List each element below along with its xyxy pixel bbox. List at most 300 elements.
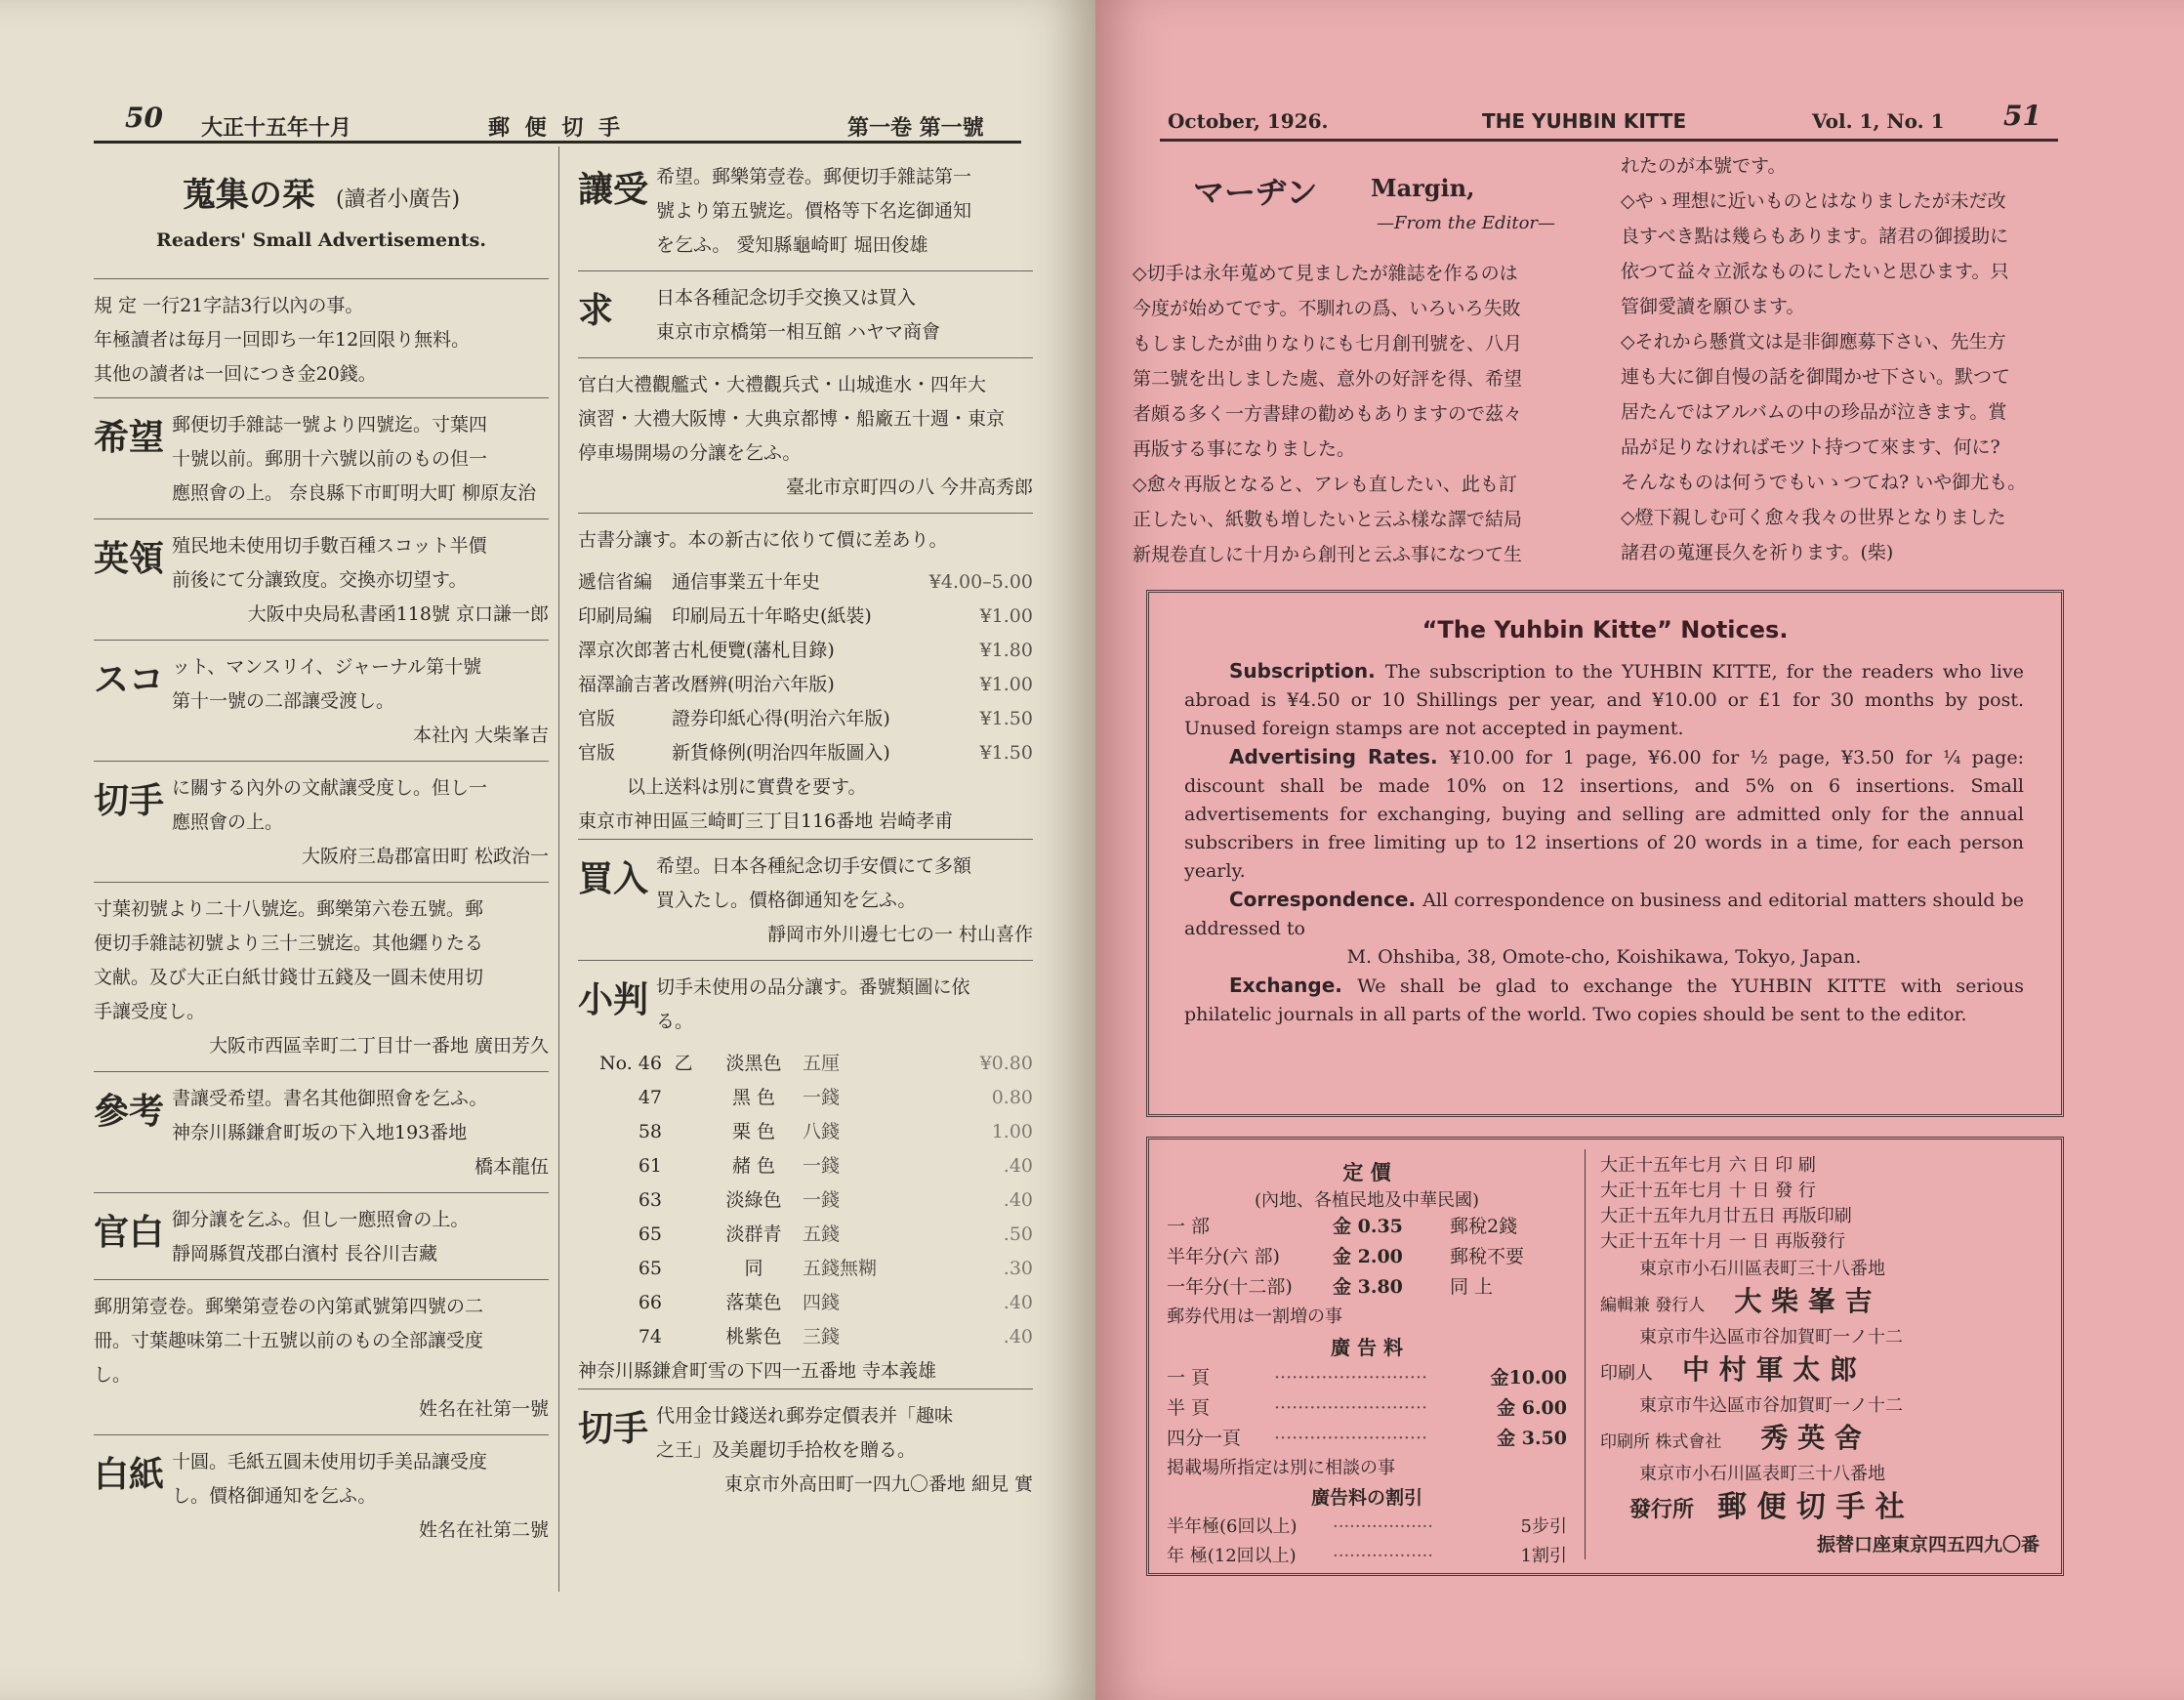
advert-line: し。價格御通知を乞ふ。 [172, 1485, 377, 1507]
book-price: ¥1.80 [979, 640, 1033, 661]
advert-line: 希望。日本各種紀念切手安價にて多額 [656, 855, 972, 877]
advert-signature: 大阪中央局私書函118號 京口謙一郎 [247, 603, 549, 625]
notice-paragraph [1184, 886, 2024, 943]
advert-line: 十圓。毛紙五圓未使用切手美品讓受度 [172, 1451, 488, 1472]
advert-body [656, 160, 1033, 263]
advert-line: 第十一號の二部讓受渡し。 [172, 690, 395, 712]
advert-signature: 橋本龍伍 [474, 1156, 549, 1178]
advert-body [656, 1399, 1033, 1502]
advert-line: 冊。寸葉趣味第二十五號以前のもの全部讓受度 [94, 1330, 484, 1351]
book-price: ¥1.00 [979, 674, 1033, 695]
stamp-row [578, 1252, 1033, 1286]
advert-line: 靜岡縣賀茂郡白濱村 長谷川吉藏 [172, 1243, 438, 1265]
advert-line: 代用金廿錢送れ郵券定價表并「趣味 [656, 1405, 954, 1427]
stamp-row [578, 1218, 1033, 1252]
stamp-price: 1.00 [991, 1121, 1033, 1142]
stamp-value: 五厘 [803, 1053, 841, 1074]
book-title: 通信事業五十年史 [672, 571, 821, 593]
book-price: ¥1.00 [979, 605, 1033, 627]
publisher-name: 郵 便 切 手 社 [1717, 1490, 1905, 1524]
book-row [578, 702, 1033, 736]
advert-line: 停車場開場の分讓を乞ふ。 [578, 442, 802, 464]
price-title: 定 價 [1342, 1160, 1391, 1184]
advert-item [94, 518, 549, 640]
advert-item [94, 882, 549, 1071]
price-subtitle: (內地、各植民地及中華民國) [1254, 1190, 1480, 1211]
ad-amount: 金 3.50 [1497, 1428, 1567, 1449]
notice-text: ¥10.00 for 1 page, ¥6.00 for ½ page, ¥3.50 for ¼ page: discount shall be made 10% on 12 insertions, and 5% on 6 insertions. Small advertisements for exchanging, buying and selling are admitted only for the annual subscribers in free limiting up to 12 insertions of 20 words in a time, for each person yearly. [1184, 747, 2024, 882]
stamp-kind [662, 1286, 705, 1320]
price-item: 半年分(六 部) [1167, 1246, 1280, 1267]
ad-item: 半 頁 [1167, 1397, 1211, 1419]
column-one [94, 143, 549, 1555]
advert-line: 希望。郵樂第壹卷。郵便切手雜誌第一 [656, 166, 972, 187]
stamp-row [578, 1320, 1033, 1354]
advert-koban [578, 960, 1033, 1047]
notices-title: “The Yuhbin Kitte” Notices. [1422, 616, 1789, 643]
advert-heading: 官白 [94, 1212, 165, 1253]
colophon-line: 大正十五年七月 十 日 發 行 [1600, 1181, 1816, 1201]
stamp-color: 淡群青 [725, 1223, 782, 1245]
notice-paragraph [1184, 657, 2024, 743]
section-title: 蒐集の栞 [182, 176, 315, 215]
stamp-number: No. 46 [599, 1053, 662, 1074]
ad-table [1167, 1363, 1567, 1454]
ad-leader: ·························· [1274, 1397, 1428, 1419]
notice-paragraph [1184, 972, 2024, 1029]
address-1: 東京市小石川區表町三十八番地 [1639, 1259, 1885, 1279]
book-list [578, 565, 1033, 770]
ad-item: 四分一頁 [1167, 1428, 1242, 1449]
discount-row [1167, 1542, 1567, 1571]
advert-line: 買入たし。價格御通知を乞ふ。 [656, 890, 917, 911]
advert-heading: 買入 [578, 858, 649, 899]
stamp-kind [662, 1218, 705, 1252]
advert-line: 便切手雜誌初號より三十三號迄。其他纒りたる [94, 933, 484, 954]
editorial-line: 品が足りなければモツト持つて來ます、何に? [1621, 436, 2000, 458]
stamp-kind [662, 1252, 705, 1286]
notice-paragraph [1184, 943, 2024, 972]
press-label: 印刷所 株式會社 [1600, 1432, 1722, 1452]
stamp-number: 63 [638, 1189, 662, 1211]
advert-line: る。 [656, 1011, 694, 1032]
advert-line: に關する內外の文献讓受度し。但し一 [172, 777, 488, 799]
advert-line: 官白大禮觀艦式・大禮觀兵式・山城進水・四年大 [578, 374, 987, 395]
advert-line: 切手未使用の品分讓す。番號類圖に依 [656, 976, 970, 998]
price-column [1167, 1157, 1567, 1571]
ad-note: 掲載場所指定は別に相談の事 [1167, 1458, 1395, 1478]
discount-item: 半年極(6回以上) [1167, 1516, 1298, 1537]
advert-body [656, 850, 1033, 952]
book-title: 印刷局五十年略史(紙裝) [672, 605, 872, 627]
discount-item: 年 極(12回以上) [1167, 1546, 1297, 1566]
stamp-kind [662, 1320, 705, 1354]
advert-body [172, 408, 549, 511]
advert-line: 殖民地未使用切手數百種スコット半價 [172, 535, 487, 557]
stamp-kind [662, 1115, 705, 1149]
book-author: 遞信省編 [578, 571, 653, 593]
advert-body [656, 281, 1033, 350]
advert-signature: 東京市外高田町一四九〇番地 細見 實 [723, 1473, 1033, 1495]
price-table [1167, 1212, 1567, 1303]
ad-row [1167, 1424, 1567, 1454]
stamp-color: 同 [744, 1258, 763, 1279]
press-name: 秀 英 舍 [1760, 1422, 1862, 1454]
editor-name: 大 柴 峯 吉 [1734, 1285, 1873, 1317]
notice-text: We shall be glad to exchange the YUHBIN KITTE with serious philatelic journals in all parts of the world. Two copies should be sent to the editor. [1184, 975, 2024, 1025]
page-number-left: 50 [125, 102, 163, 134]
advert-line: 手讓受度し。 [94, 1001, 206, 1022]
address-2: 東京市牛込區市谷加賀町一ノ十二 [1639, 1327, 1903, 1348]
stamp-price: ¥0.80 [979, 1053, 1033, 1074]
notice-text: M. Ohshiba, 38, Omote-cho, Koishikawa, Tokyo, Japan. [1346, 946, 1862, 968]
advert-line: 御分讓を乞ふ。但し一應照會の上。 [172, 1209, 470, 1230]
advert-heading: 參考 [94, 1091, 165, 1132]
advert-line: 郵便切手雜誌一號より四號迄。寸葉四 [172, 414, 488, 435]
stamp-number: 65 [638, 1223, 662, 1245]
advert-body [172, 1082, 549, 1184]
discount-rate: 1割引 [1520, 1546, 1567, 1566]
advert-item [578, 150, 1033, 270]
editorial-line: 諸君の蒐運長久を祈ります。(柴) [1621, 542, 1894, 563]
advert-line: 神奈川縣鎌倉町坂の下入地193番地 [172, 1122, 468, 1143]
stamp-price: .40 [1003, 1155, 1033, 1177]
advert-signature: 大阪市西區幸町二丁目廿一番地 廣田芳久 [208, 1035, 549, 1057]
editorial-line: 管御愛讀を願ひます。 [1621, 296, 1805, 317]
stamp-number: 47 [638, 1087, 662, 1108]
advert-heading: 英領 [94, 538, 165, 579]
advert-line: 書讓受希望。書名其他御照會を乞ふ。 [172, 1088, 488, 1109]
stamp-value: 八錢 [803, 1121, 841, 1142]
editorial-column-one [1133, 256, 1582, 572]
advert-item [578, 839, 1033, 960]
advert-signature: 大阪府三島郡富田町 松政治一 [301, 846, 549, 867]
stamp-color: 桃紫色 [725, 1326, 782, 1348]
advert-line: 應照會の上。 [172, 811, 284, 833]
book-price: ¥1.50 [979, 708, 1033, 729]
advert-line: 寸葉初號より二十八號迄。郵樂第六卷五號。郵 [94, 898, 484, 920]
advert-item [94, 640, 549, 761]
price-amount: 金 3.80 [1333, 1276, 1403, 1298]
price-row [1167, 1242, 1567, 1272]
header-date: 大正十五年十月 [201, 115, 352, 141]
price-item: 一年分(十二部) [1167, 1276, 1293, 1298]
stamp-price: .50 [1003, 1223, 1033, 1245]
book-row [578, 634, 1033, 668]
advert-list-right [578, 150, 1033, 565]
advert-body [656, 971, 1033, 1039]
stamp-price: .40 [1003, 1292, 1033, 1313]
advert-item [94, 1434, 549, 1555]
books-address: 東京市神田區三崎町三丁目116番地 岩崎孝甫 [578, 810, 954, 832]
rule-line: 年極讀者は毎月一回即ち一年12回限り無料。 [94, 329, 471, 351]
header-title-en: THE YUHBIN KITTE [1482, 109, 1687, 133]
header-volume: 第一卷 第一號 [847, 115, 984, 141]
stamp-kind [662, 1149, 705, 1183]
editorial-column-two [1621, 148, 2099, 570]
stamp-row [578, 1149, 1033, 1183]
notice-text: The subscription to the YUHBIN KITTE, for the readers who live abroad is ¥4.50 or 10 Shillings per year, and ¥10.00 or £1 for 30 months by post. Unused foreign stamps are not accepted in payment. [1184, 661, 2024, 739]
stamp-row [578, 1047, 1033, 1081]
margin-title-jp: マーヂン [1193, 174, 1318, 211]
advert-line: 日本各種記念切手交換又は買入 [656, 287, 917, 309]
notice-text: All correspondence on business and editorial matters should be addressed to [1184, 890, 2024, 939]
advert-item [578, 513, 1033, 565]
editor-label: 編輯兼 發行人 [1600, 1296, 1706, 1315]
advert-body [578, 523, 1033, 558]
header-date-en: October, 1926. [1168, 109, 1329, 133]
advert-heading: 白紙 [94, 1454, 165, 1495]
stamp-price-list [578, 1047, 1033, 1354]
advert-item [94, 761, 549, 882]
advert-line: 前後にて分讓致度。交換亦切望す。 [172, 569, 468, 591]
stamp-value: 一錢 [803, 1087, 841, 1108]
advert-heading: スコ [94, 659, 165, 700]
advert-line: 東京市京橋第一相互館 ハヤマ商會 [656, 321, 941, 343]
editorial-line: そんなものは何うでもいゝつてね? いや御尤も。 [1621, 472, 2027, 493]
price-amount: 金 2.00 [1333, 1246, 1403, 1267]
printer-label: 印刷人 [1600, 1363, 1653, 1384]
price-postage: 郵稅不要 [1450, 1246, 1525, 1267]
address-4: 東京市小石川區表町三十八番地 [1639, 1464, 1885, 1484]
editorial-line: 第二號を出しました處、意外の好評を得、希望 [1133, 368, 1523, 390]
editorial-line: ◇愈々再版となると、アレも直したい、此も訂 [1133, 474, 1517, 495]
margin-title-en: Margin, [1371, 174, 1475, 202]
column-divider [558, 146, 559, 1592]
advert-item [94, 1071, 549, 1192]
colophon-line: 大正十五年十月 一 日 再版發行 [1600, 1231, 1846, 1252]
notice-label: Advertising Rates. [1229, 745, 1450, 768]
stamp-kind [662, 1183, 705, 1218]
advert-line: を乞ふ。 愛知縣龜崎町 堀田俊雄 [656, 234, 928, 256]
book-author: 官版 [578, 742, 616, 764]
ad-amount: 金10.00 [1490, 1367, 1567, 1389]
discount-table [1167, 1513, 1567, 1571]
stamp-row [578, 1115, 1033, 1149]
editorial-line: 居たんではアルバムの中の珍品が泣きます。賞 [1621, 401, 2007, 423]
editorial-line: ◇それから懸賞文は是非御應募下さい、先生方 [1621, 331, 2006, 352]
editorial-line: れたのが本號です。 [1621, 155, 1787, 177]
advert-signature: 本社內 大柴峯吉 [412, 725, 549, 746]
advert-last [578, 1389, 1033, 1510]
colophon-line: 大正十五年七月 六 日 印 刷 [1600, 1155, 1816, 1176]
advert-buy [578, 839, 1033, 960]
price-item: 一 部 [1167, 1216, 1211, 1237]
advert-signature: 臺北市京町四の八 今井高秀郎 [785, 477, 1033, 498]
stamp-price: 0.80 [991, 1087, 1033, 1108]
editorial-line: ◇やゝ理想に近いものとはなりましたが未だ改 [1621, 190, 2006, 212]
advert-item [94, 1192, 549, 1279]
book-title: 改曆辨(明治六年版) [672, 674, 835, 695]
ad-leader: ·························· [1274, 1367, 1428, 1389]
stamp-color: 淡黑色 [725, 1053, 782, 1074]
advert-line: ット、マンスリイ、ジャーナル第十號 [172, 656, 482, 678]
section-english: Readers' Small Advertisements. [156, 229, 486, 251]
book-title: 新貨條例(明治四年版圖入) [672, 742, 890, 764]
ad-row [1167, 1363, 1567, 1393]
section-subtitle: (讀者小廣告) [335, 187, 461, 212]
advert-body [172, 529, 549, 632]
ad-row [1167, 1393, 1567, 1424]
margin-byline: —From the Editor— [1377, 213, 1556, 233]
advert-line: 號より第五號迄。價格等下名迄御通知 [656, 200, 972, 222]
editorial-line: 再版する事になりました。 [1133, 438, 1356, 460]
stamp-color: 落葉色 [725, 1292, 782, 1313]
price-note: 郵券代用は一割増の事 [1167, 1306, 1342, 1327]
stamp-value: 一錢 [803, 1155, 841, 1177]
advert-item [578, 1389, 1033, 1510]
stamp-price: .30 [1003, 1258, 1033, 1279]
address-3: 東京市牛込區市谷加賀町一ノ十二 [1639, 1395, 1903, 1416]
editorial-line: 者頗る多く一方書肆の勸めもありますので茲々 [1133, 403, 1523, 425]
advert-body [172, 650, 549, 753]
notice-label: Correspondence. [1229, 888, 1423, 911]
header-rule-right [1160, 139, 2058, 142]
book-row [578, 600, 1033, 634]
transfer-account: 振替口座東京四五四九〇番 [1816, 1534, 2040, 1555]
ad-title: 廣 告 料 [1331, 1336, 1403, 1359]
advert-heading: 小判 [578, 979, 649, 1020]
book-price: ¥1.50 [979, 742, 1033, 764]
discount-leader: ·················· [1333, 1516, 1433, 1537]
book-row [578, 736, 1033, 770]
advert-body [172, 1203, 549, 1271]
stamp-kind [662, 1081, 705, 1115]
rule-line: 規 定 一行21字詰3行以內の事。 [94, 295, 364, 316]
colophon [1600, 1153, 2049, 1556]
advert-line: し。 [94, 1364, 132, 1386]
editorial-line: 連も大に御自慢の話を御聞かせ下さい。默つて [1621, 366, 2011, 388]
header-magazine: 郵 便 切 手 [488, 115, 624, 141]
right-page [1095, 0, 2184, 1700]
book-row [578, 668, 1033, 702]
stamp-number: 66 [638, 1292, 662, 1313]
price-postage: 郵稅2錢 [1450, 1216, 1518, 1237]
editorial-line: 正したい、紙數も増したいと云ふ樣な譯で結局 [1133, 509, 1523, 530]
editorial-line: 新規卷直しに十月から創刊と云ふ事になつて生 [1133, 544, 1523, 565]
advert-signature: 靜岡市外川邊七七の一 村山喜作 [766, 924, 1033, 945]
advert-line: 文献。及び大正白紙廿錢廿五錢及一圓未使用切 [94, 967, 484, 988]
book-author: 福澤諭吉著 [578, 674, 672, 695]
editorial-line: もしましたが曲りなりにも七月創刊號を、八月 [1133, 333, 1523, 354]
notice-label: Subscription. [1229, 659, 1385, 683]
discount-leader: ·················· [1333, 1546, 1433, 1566]
advert-item [578, 357, 1033, 513]
colophon-line: 大正十五年九月廿五日 再版印刷 [1600, 1206, 1852, 1226]
price-amount: 金 0.35 [1333, 1216, 1403, 1237]
stamp-value: 四錢 [803, 1292, 841, 1313]
advert-body [94, 892, 549, 1063]
stamp-color: 黑 色 [731, 1087, 776, 1108]
advert-line: 十號以前。郵朋十六號以前のもの但一 [172, 448, 488, 470]
stamps-address: 神奈川縣鎌倉町雪の下四一五番地 寺本義雄 [578, 1360, 937, 1382]
book-title: 證券印紙心得(明治六年版) [672, 708, 890, 729]
discount-rate: 5步引 [1520, 1516, 1567, 1537]
editorial-line: 今度が始めてです。不馴れの爲、いろいろ失敗 [1133, 298, 1521, 319]
stamp-number: 58 [638, 1121, 662, 1142]
advert-heading: 切手 [94, 780, 165, 821]
stamp-color: 淡綠色 [725, 1189, 782, 1211]
discount-title: 廣告料の割引 [1310, 1487, 1422, 1509]
advert-list-left [94, 397, 549, 1555]
price-row [1167, 1272, 1567, 1303]
stamp-row [578, 1286, 1033, 1320]
price-box [1146, 1137, 2064, 1576]
advert-item [94, 1279, 549, 1434]
advert-body [578, 368, 1033, 505]
notice-paragraph [1184, 743, 2024, 886]
stamp-price: .40 [1003, 1326, 1033, 1348]
advert-heading: 求 [578, 290, 614, 331]
stamp-value: 五錢 [803, 1223, 841, 1245]
stamp-price: .40 [1003, 1189, 1033, 1211]
ad-item: 一 頁 [1167, 1367, 1211, 1389]
editorial-line: ◇燈下親しむ可く愈々我々の世界となりました [1621, 507, 2006, 528]
stamp-row [578, 1081, 1033, 1115]
advert-item [578, 270, 1033, 357]
advert-heading: 切手 [578, 1408, 649, 1449]
editorial-line: ◇切手は永年蒐めて見ましたが雜誌を作るのは [1133, 263, 1518, 284]
book-price: ¥4.00–5.00 [928, 571, 1033, 593]
advert-signature: 姓名在社第一號 [418, 1398, 549, 1420]
page-number-right: 51 [2003, 100, 2041, 132]
advert-body [172, 1445, 549, 1548]
column-two [578, 143, 1033, 1510]
advert-body [94, 1290, 549, 1427]
advert-heading: 希望 [94, 417, 165, 458]
stamp-number: 61 [638, 1155, 662, 1177]
advert-signature: 姓名在社第二號 [418, 1519, 549, 1541]
book-author: 澤京次郎著 [578, 640, 672, 661]
advert-item [578, 960, 1033, 1047]
advert-body [172, 771, 549, 874]
book-author: 印刷局編 [578, 605, 653, 627]
discount-row [1167, 1513, 1567, 1542]
editorial-line: 良すべき點は幾らもあります。諸君の御援助に [1621, 226, 2009, 247]
header-volume-en: Vol. 1, No. 1 [1812, 109, 1945, 133]
notice-label: Exchange. [1229, 974, 1358, 997]
ad-leader: ·························· [1274, 1428, 1428, 1449]
advert-line: 之王」及美麗切手拾枚を贈る。 [656, 1439, 917, 1461]
stamp-value: 一錢 [803, 1189, 841, 1211]
stamp-number: 74 [638, 1326, 662, 1348]
rule-line: 其他の讀者は一回につき金20錢。 [94, 363, 377, 385]
advert-line: 古書分讓す。本の新古に依りて價に差あり。 [578, 529, 948, 551]
notices-list [1149, 643, 2061, 1029]
books-note: 以上送料は別に實費を要す。 [627, 776, 867, 798]
stamp-number: 65 [638, 1258, 662, 1279]
ad-amount: 金 6.00 [1497, 1397, 1567, 1419]
publisher-label: 發行所 [1629, 1497, 1695, 1522]
price-row [1167, 1212, 1567, 1242]
stamp-row [578, 1183, 1033, 1218]
printer-name: 中 村 軍 太 郎 [1682, 1353, 1857, 1386]
advert-line: 演習・大禮大阪博・大典京都博・船廠五十週・東京 [578, 408, 1006, 430]
stamp-value: 五錢無糊 [803, 1258, 878, 1279]
editorial-line: 依つて益々立派なものにしたいと思ひます。只 [1621, 261, 2009, 282]
notices-box [1146, 590, 2064, 1117]
stamp-color: 栗 色 [731, 1121, 776, 1142]
advert-line: 郵朋第壹卷。郵樂第壹卷の內第貳號第四號の二 [94, 1296, 484, 1317]
advert-heading: 讓受 [578, 169, 649, 210]
advert-line: 應照會の上。 奈良縣下市町明大町 柳原友治 [172, 482, 537, 504]
stamp-value: 三錢 [803, 1326, 841, 1348]
price-postage: 同 上 [1450, 1276, 1494, 1298]
book-row [578, 565, 1033, 600]
advert-item [94, 397, 549, 518]
stamp-color: 赭 色 [731, 1155, 776, 1177]
book-author: 官版 [578, 708, 616, 729]
